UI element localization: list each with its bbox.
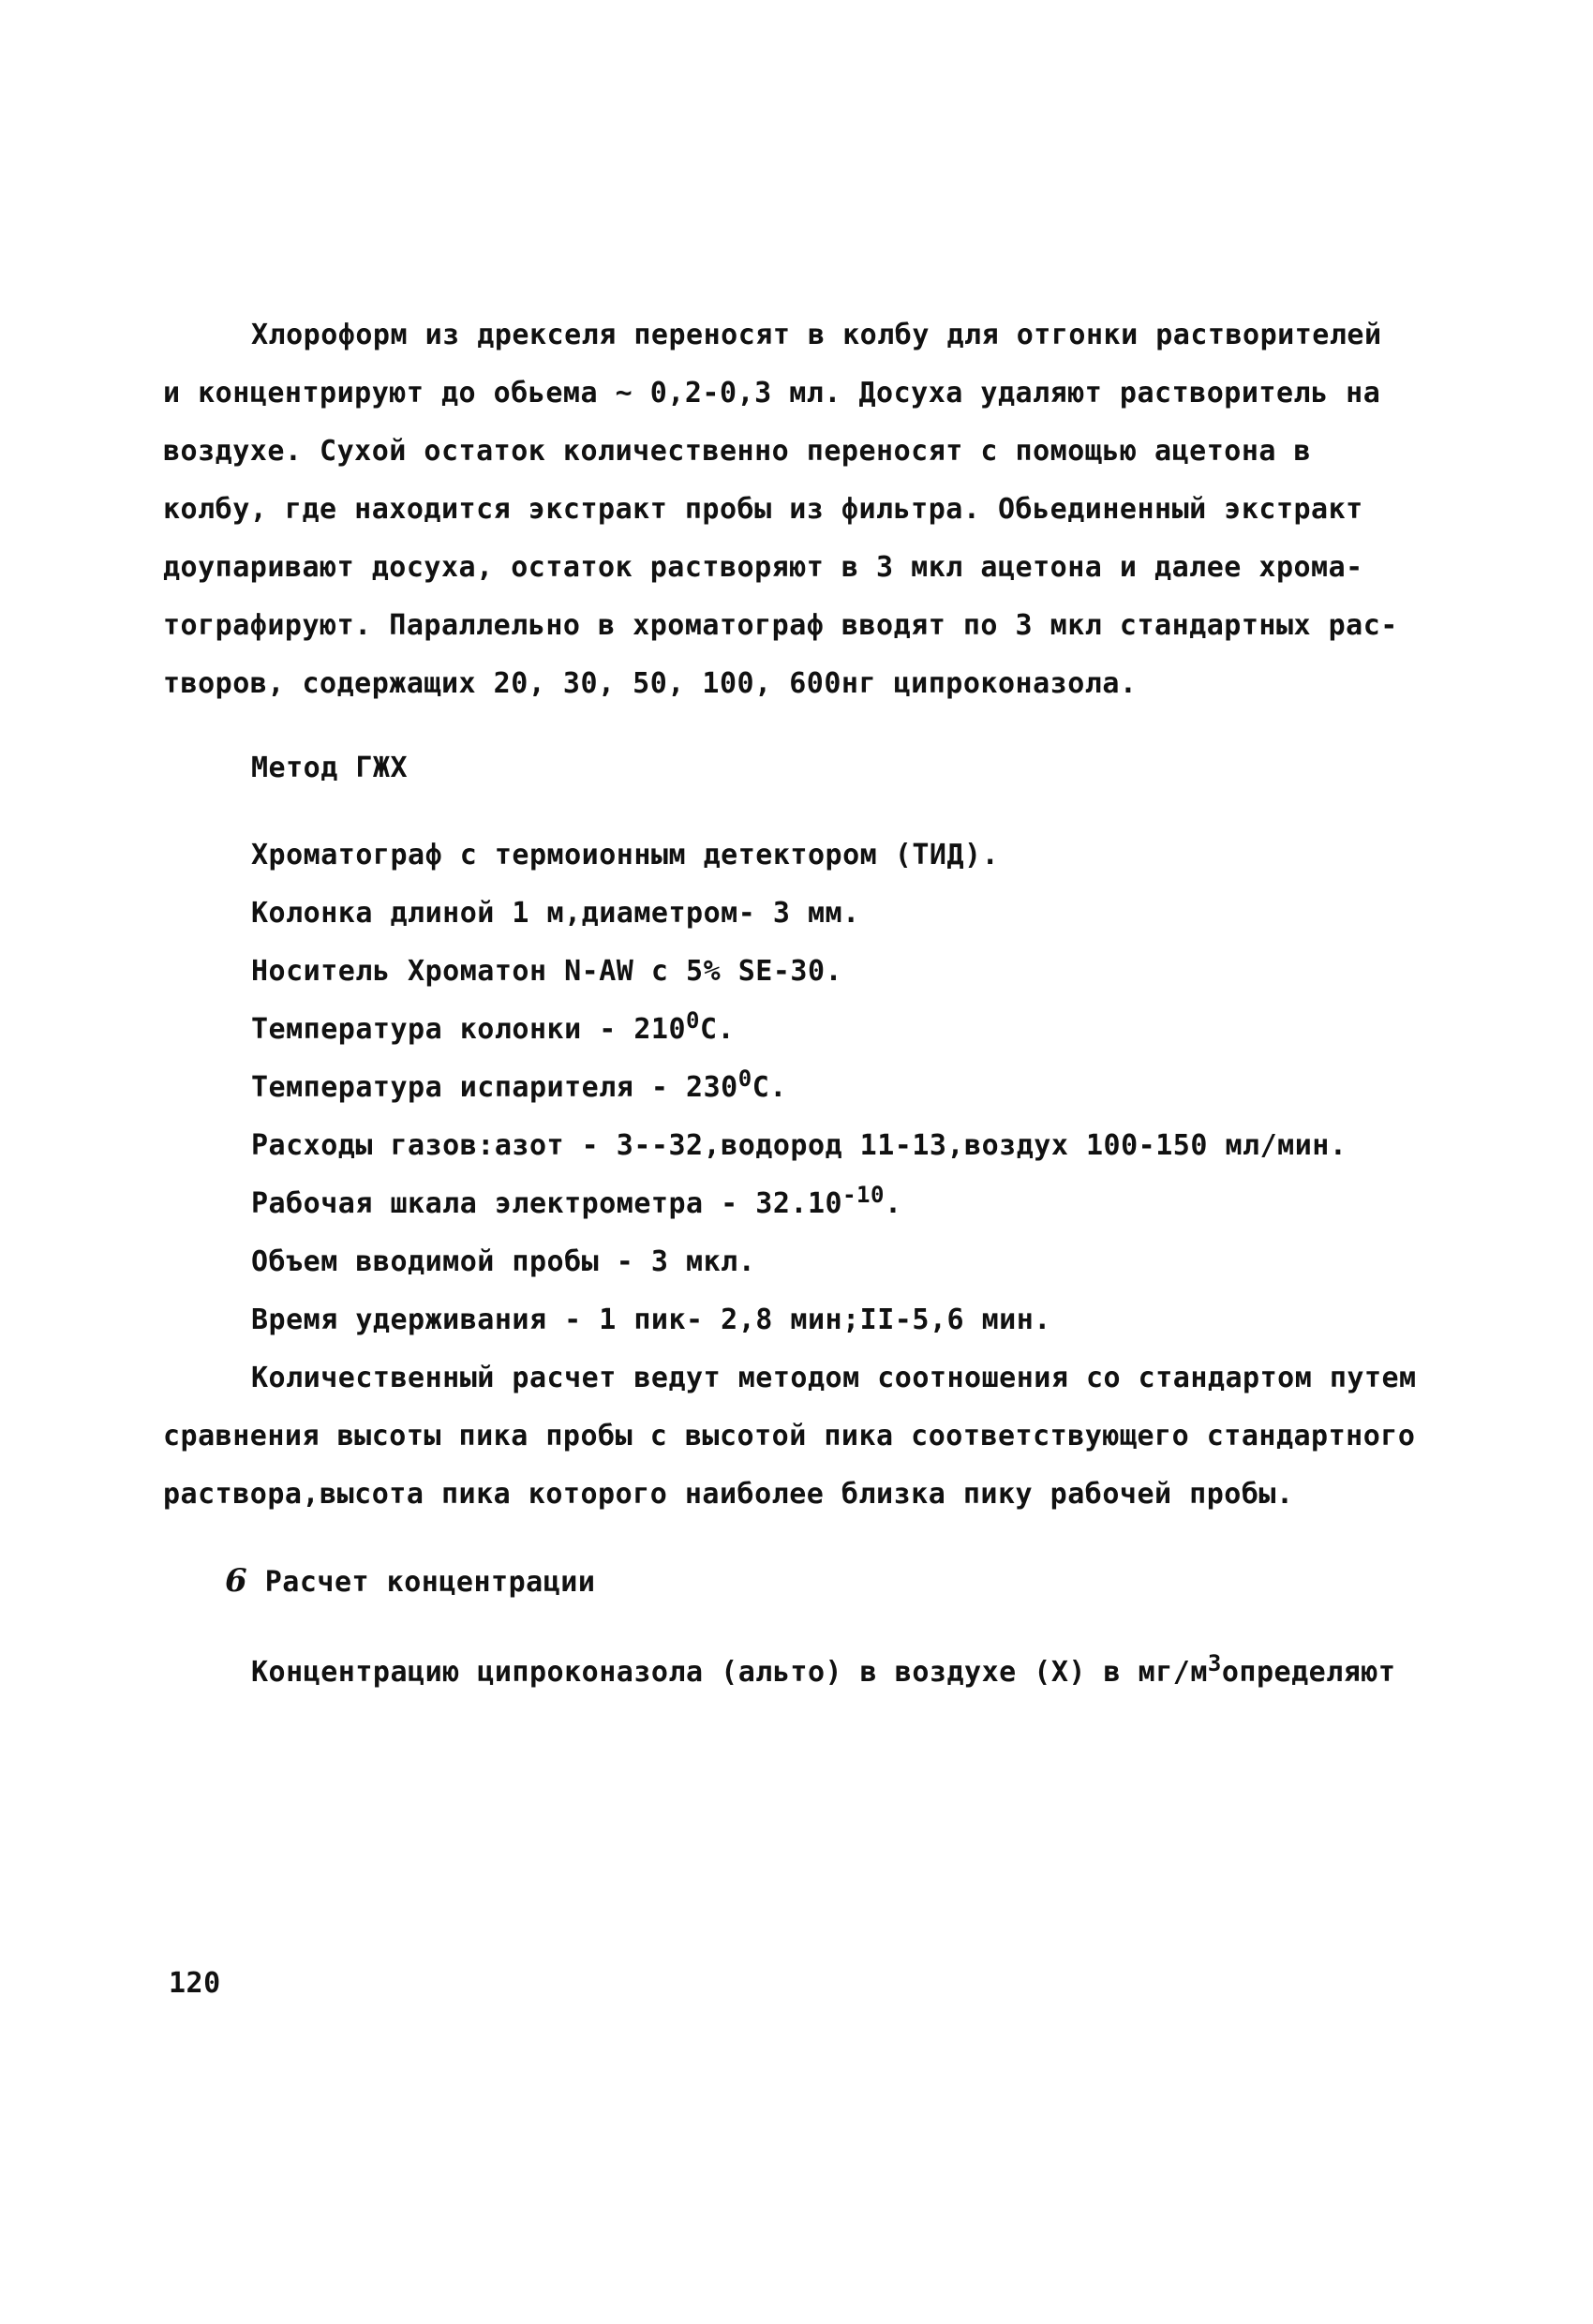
condition-column-temperature	[251, 1007, 736, 1049]
page-number: 120	[169, 1967, 221, 2000]
condition-chromatograph: Хроматограф с термоионным детектором (ТИД).	[251, 839, 1000, 872]
paragraph-2-line-2: сравнения высоты пика пробы с высотой пика соответствующего стандартного	[163, 1420, 1416, 1452]
paragraph-2-line-1: Количественный расчет ведут методом соотношения со стандартом путем	[251, 1362, 1417, 1394]
paragraph-1-line-6: тографируют. Параллельно в хроматограф вводят по 3 мкл стандартных рас-	[163, 609, 1398, 642]
concentration-definition-line	[251, 1650, 1396, 1691]
paragraph-1-line-2: и концентрируют до обьема ~ 0,2-0,3 мл. Досуха удаляют растворитель на	[163, 377, 1381, 410]
column-temperature-text: Температура колонки - 210	[251, 1013, 687, 1046]
paragraph-1-line-5: доупаривают досуха, остаток растворяют в 3 мкл ацетона и далее хрома-	[163, 551, 1363, 584]
condition-carrier: Носитель Хроматон N-AW с 5% SE-30.	[251, 955, 843, 988]
section-number: 6	[225, 1562, 248, 1600]
column-temperature-unit: С.	[700, 1013, 736, 1046]
condition-evaporator-temperature	[251, 1065, 787, 1107]
paragraph-1-line-1: Хлороформ из дрекселя переносят в колбу для отгонки растворителей	[251, 319, 1382, 351]
electrometer-scale-text: Рабочая шкала электрометра - 32.10	[251, 1187, 843, 1220]
cubic-superscript: 3	[1207, 1650, 1222, 1676]
paragraph-1-line-7: творов, содержащих 20, 30, 50, 100, 600нг ципроконазола.	[163, 667, 1138, 700]
concentration-text: Концентрацию ципроконазола (альто) в воздухе (Х) в мг/м	[251, 1656, 1208, 1689]
section-6-heading	[225, 1562, 595, 1601]
section-title: Расчет концентрации	[264, 1566, 596, 1599]
concentration-text-end: определяют	[1221, 1656, 1396, 1689]
evaporator-temperature-text: Температура испарителя - 230	[251, 1071, 738, 1104]
degree-superscript: 0	[737, 1065, 752, 1092]
paragraph-1-line-3: воздухе. Сухой остаток количественно переносят с помощью ацетона в	[163, 435, 1312, 468]
electrometer-scale-end: .	[884, 1187, 902, 1220]
paragraph-2-line-3: раствора,высота пика которого наиболее близка пику рабочей пробы.	[163, 1478, 1294, 1511]
method-heading: Метод ГЖХ	[251, 752, 409, 784]
degree-superscript: 0	[686, 1007, 700, 1034]
paragraph-1-line-4: колбу, где находится экстракт пробы из фильтра. Обьединенный экстракт	[163, 493, 1363, 526]
condition-retention-time: Время удерживания - 1 пик- 2,8 мин;II-5,6 мин.	[251, 1304, 1051, 1336]
evaporator-temperature-unit: С.	[752, 1071, 787, 1104]
condition-gas-flows: Расходы газов:азот - 3--32,водород 11-13,воздух 100-150 мл/мин.	[251, 1129, 1347, 1162]
condition-sample-volume: Объем вводимой пробы - 3 мкл.	[251, 1245, 756, 1278]
condition-electrometer-scale	[251, 1182, 902, 1223]
condition-column: Колонка длиной 1 м,диаметром- 3 мм.	[251, 897, 860, 930]
exponent-superscript: -10	[842, 1182, 885, 1208]
